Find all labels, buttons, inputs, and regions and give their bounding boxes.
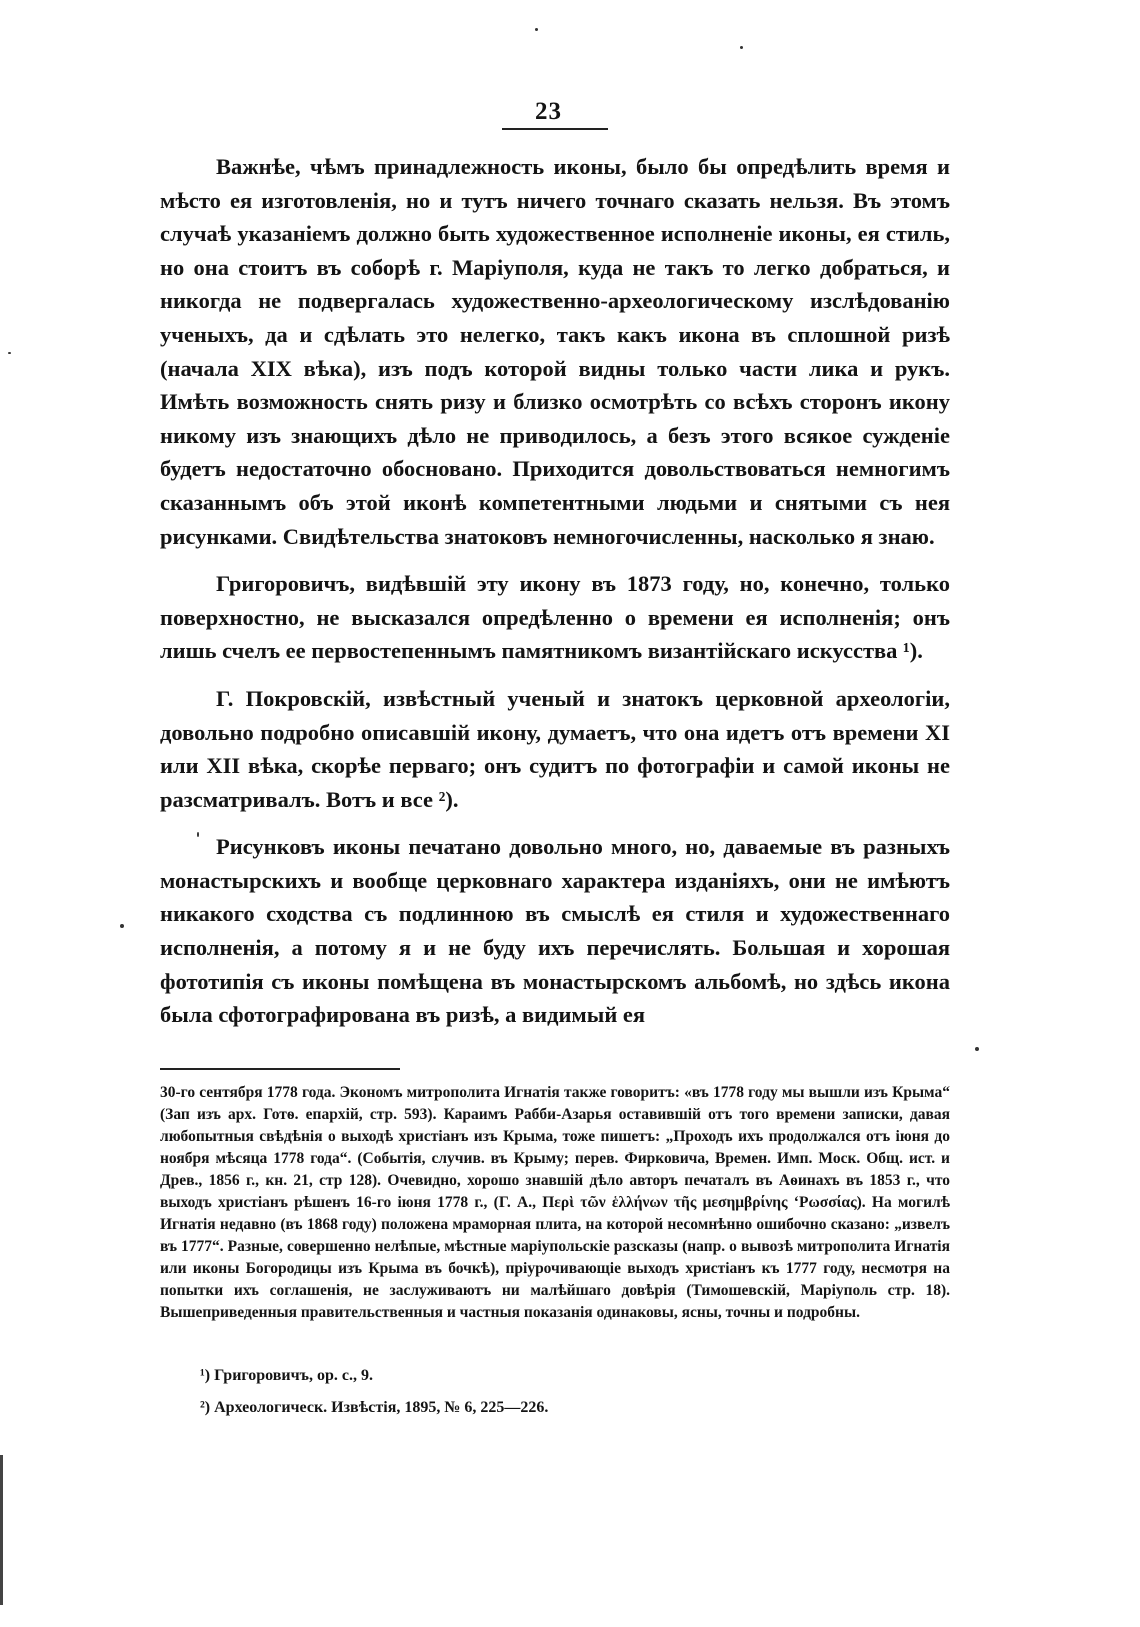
scan-speck: [8, 352, 11, 354]
scan-speck: [740, 46, 743, 49]
body-text: [160, 150, 950, 1046]
scan-edge-line: [0, 1455, 3, 1605]
paragraph-1: Важнѣе, чѣмъ принадлежность иконы, было бы опредѣлить время и мѣсто ея изготовленія, но и тутъ ничего точнаго сказать нельзя. Въ этомъ случаѣ указаніемъ должно быть художественное исполненіе иконы, ея стиль, но она стоитъ въ соборѣ г. Маріуполя, куда не такъ то легко добраться, и никогда не подвергалась художественно-археологическому изслѣдованію ученыхъ, да и сдѣлать это нелегко, такъ какъ икона въ сплошной ризѣ (начала XIX вѣка), изъ подъ которой видны только части лика и рукъ. Имѣть возможность снять ризу и близко осмотрѣть со всѣхъ сторонъ икону никому изъ знающихъ дѣло не приводилось, а безъ этого всякое сужденіе будетъ недостаточно обосновано. Приходится довольствоваться немногимъ сказаннымъ объ этой иконѣ компетентными людьми и снятыми съ нея рисунками. Свидѣтельства знатоковъ немногочисленны, насколько я знаю.: [160, 154, 950, 549]
footnote-2: ²) Археологическ. Извѣстія, 1895, № 6, 225—226.: [200, 1399, 549, 1416]
scan-speck: [975, 1047, 979, 1051]
page-number-rule: [502, 128, 608, 130]
scan-speck: [197, 832, 199, 837]
paragraph-4: Рисунковъ иконы печатано довольно много, но, даваемые въ разныхъ монастырскихъ и вообще церковнаго характера изданіяхъ, они не имѣютъ никакого сходства съ подлинною въ смыслѣ ея стиля и художественнаго исполненія, а потому я и не буду ихъ перечислять. Большая и хорошая фототипія съ иконы помѣщена въ монастырскомъ альбомѣ, но здѣсь икона была сфотографирована въ ризѣ, а видимый ея: [160, 834, 950, 1028]
paragraph-3: Г. Покровскій, извѣстный ученый и знатокъ церковной археологіи, довольно подробно описавшій икону, думаетъ, что она идетъ отъ времени XI или XII вѣка, скорѣе перваго; онъ судитъ по фотографіи и самой иконы не разсматривалъ. Вотъ и все ²).: [160, 685, 950, 812]
paragraph-2: Григоровичъ, видѣвшій эту икону въ 1873 году, но, конечно, только поверхностно, не высказался опредѣленно о времени ея исполненія; онъ лишь счелъ ее первостепеннымъ памятникомъ византійскаго искусства ¹).: [160, 571, 950, 664]
footnote-1: ¹) Григоровичъ, ор. с., 9.: [200, 1367, 373, 1384]
page-number: 23: [535, 98, 562, 125]
continued-footnote-text: 30-го сентября 1778 года. Экономъ митрополита Игнатія также говоритъ: «въ 1778 году мы вышли изъ Крыма“ (Зап изъ арх. Готѳ. епархій, стр. 593). Караимъ Рабби-Азарья оставившій отъ того времени записки, давая любопытныя свѣдѣнія о выходѣ христіанъ изъ Крыма, тоже пишетъ: „Проходъ ихъ продолжался отъ іюня до ноября мѣсяца 1778 года“. (Событія, случив. въ Крыму; перев. Фирковича, Времен. Имп. Моск. Общ. ист. и Древ., 1856 г., кн. 21, стр 128). Очевидно, хорошо знавшій дѣло авторъ печаталъ въ Аѳинахъ въ 1853 г., что выходъ христіанъ рѣшенъ 16-го іюня 1778 г., (Г. Α., Περὶ τῶν ἑλλήνων τῆς μεσημβρίνης ‘Ρωσσίας). На могилѣ Игнатія недавно (въ 1868 году) положена мраморная плита, на которой несомнѣнно ошибочно сказано: „извелъ въ 1777“. Разные, совершенно нелѣпые, мѣстные маріупольскіе разсказы (напр. о вывозѣ митрополита Игнатія или иконы Богородицы изъ Крыма въ бочкѣ), пріурочивающіе выходъ христіанъ къ 1777 году, несмотря на попытки ихъ соглашенія, не заслуживаютъ ни малѣйшаго довѣрія (Тимошевскій, Маріуполь стр. 18). Вышеприведенныя правительственныя и частныя показанія одинаковы, ясны, точны и подробны.: [160, 1084, 950, 1321]
footnote-separator: [160, 1068, 400, 1070]
continued-footnote: [160, 1082, 950, 1324]
scan-speck: [120, 924, 124, 928]
scan-speck: [535, 28, 538, 31]
